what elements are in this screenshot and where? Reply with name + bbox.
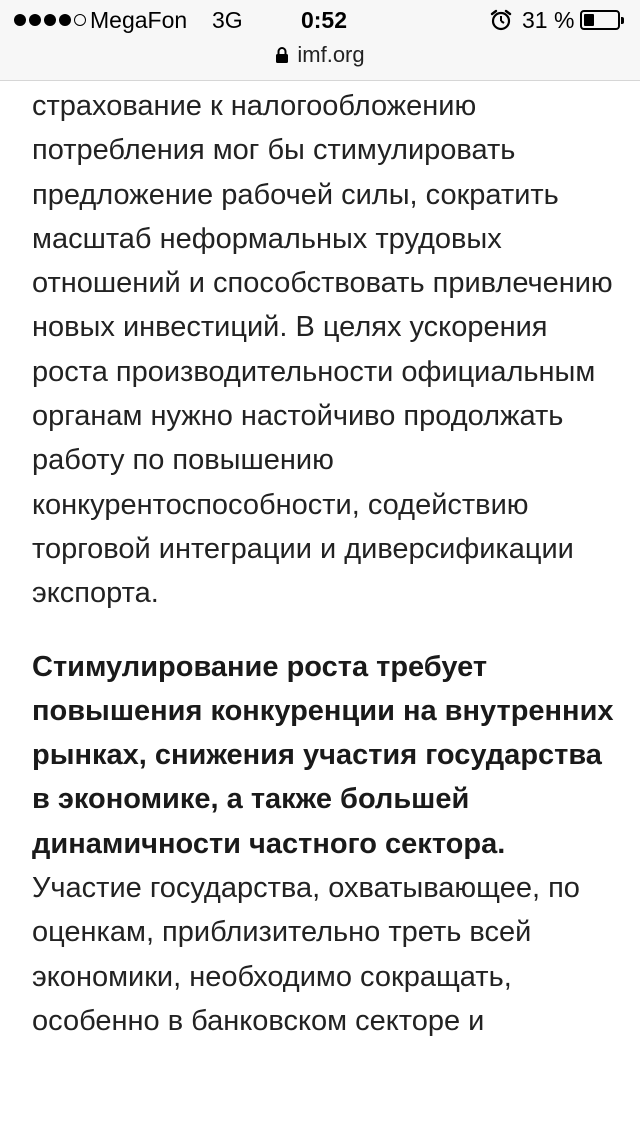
battery-percent: 31 %	[522, 7, 575, 33]
paragraph-lead-bold: Стимулирование роста требует повышения конкуренции на внутренних рынках, снижения участия государства в экономике, а также большей динамичности частного сектора.	[32, 650, 614, 860]
carrier-name: MegaFon	[90, 7, 188, 33]
battery-icon	[580, 10, 620, 30]
article-body	[32, 84, 622, 1043]
battery-level-fill	[584, 14, 594, 26]
status-bar	[0, 0, 640, 40]
browser-top-bar	[0, 0, 640, 81]
article-paragraph: страхование к налогообложению потребления мог бы стимулировать предложение рабочей силы, сократить масштаб неформальных трудовых отношений и способствовать привлечению новых инвестиций. В целях ускорения роста производительности официальным органам нужно настойчиво продолжать работу по повышению конкурентоспособности, содействию торговой интеграции и диверсификации экспорта.	[32, 90, 613, 610]
status-time: 0:52	[300, 7, 348, 33]
article-paragraph	[32, 645, 622, 1044]
alarm-icon	[490, 9, 512, 31]
lock-icon	[275, 46, 289, 64]
network-type: 3G	[212, 7, 243, 33]
url-bar[interactable]	[0, 40, 640, 76]
paragraph-text: Участие государства, охватывающее, по оценкам, приблизительно треть всей экономики, необходимо сокращать, особенно в банковском секторе и	[32, 872, 580, 1037]
url-domain: imf.org	[297, 42, 365, 67]
